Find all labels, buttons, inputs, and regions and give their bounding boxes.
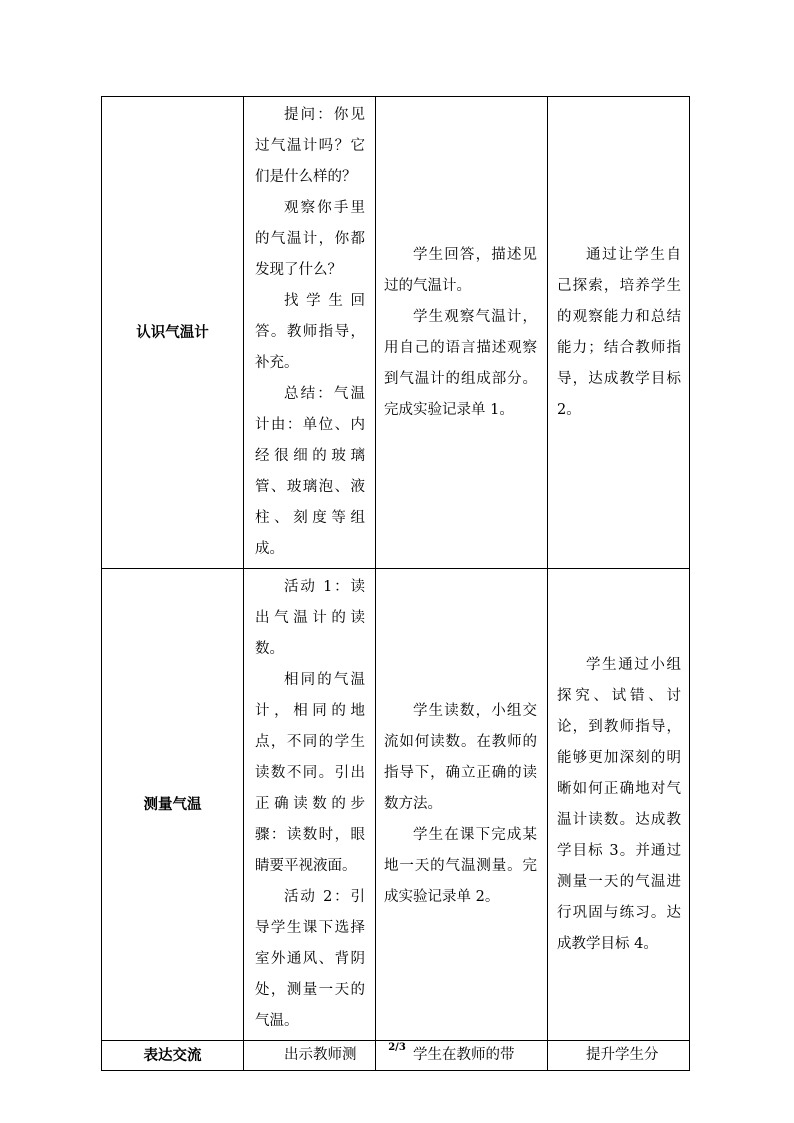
paragraph: 学生通过小组探究、试错、讨论，到教师指导，能够更加深刻的明晰如何正确地对气温计读数。达成教学目标 3。并通过测量一天的气温进行巩固与练习。达成教学目标 4。	[557, 656, 681, 952]
design-intent-cell	[548, 569, 690, 1041]
student-activity-cell	[376, 97, 548, 569]
teacher-activity-cell	[244, 97, 376, 569]
student-activity-cell	[376, 569, 548, 1041]
paragraph: 活动 1：读出气温计的读数。	[255, 579, 365, 657]
paragraph: 学生在教师的带	[413, 1047, 515, 1063]
paragraph: 相同的气温计，相同的地点，不同的学生读数不同。引出正确读数的步骤：读数时，眼睛要平视液面。	[255, 672, 365, 874]
paragraph: 找学生回答。教师指导，补充。	[255, 293, 365, 371]
paragraph: 观察你手里的气温计，你都发现了什么？	[255, 200, 365, 278]
table-row	[102, 97, 690, 569]
stage-cell: 测量气温	[102, 569, 244, 1041]
paragraph: 总结：气温计由：单位、内经很细的玻璃管、玻璃泡、液柱、刻度等组成。	[255, 386, 365, 557]
paragraph: 学生读数，小组交流如何读数。在教师的指导下，确立正确的读数方法。	[384, 703, 537, 812]
paragraph: 学生在课下完成某地一天的气温测量。完成实验记录单 2。	[384, 827, 537, 905]
stage-cell: 认识气温计	[102, 97, 244, 569]
paragraph: 提升学生分	[586, 1047, 659, 1063]
table-row	[102, 569, 690, 1041]
lesson-plan-table	[101, 96, 690, 1071]
teacher-activity-cell	[244, 569, 376, 1041]
page-number: 2/3	[388, 1042, 406, 1053]
design-intent-cell	[548, 97, 690, 569]
paragraph: 学生回答，描述见过的气温计。	[384, 246, 537, 294]
paragraph: 出示教师测	[284, 1047, 357, 1063]
paragraph: 通过让学生自己探索，培养学生的观察能力和总结能力；结合教师指导，达成教学目标 2。	[557, 246, 681, 418]
stage-cell: 表达交流	[102, 1041, 244, 1071]
paragraph: 学生观察气温计，用自己的语言描述观察到气温计的组成部分。完成实验记录单 1。	[384, 308, 537, 418]
paragraph: 提问：你见过气温计吗？它们是什么样的？	[255, 107, 365, 185]
paragraph: 活动 2：引导学生课下选择室外通风、背阴处，测量一天的气温。	[255, 889, 365, 1029]
